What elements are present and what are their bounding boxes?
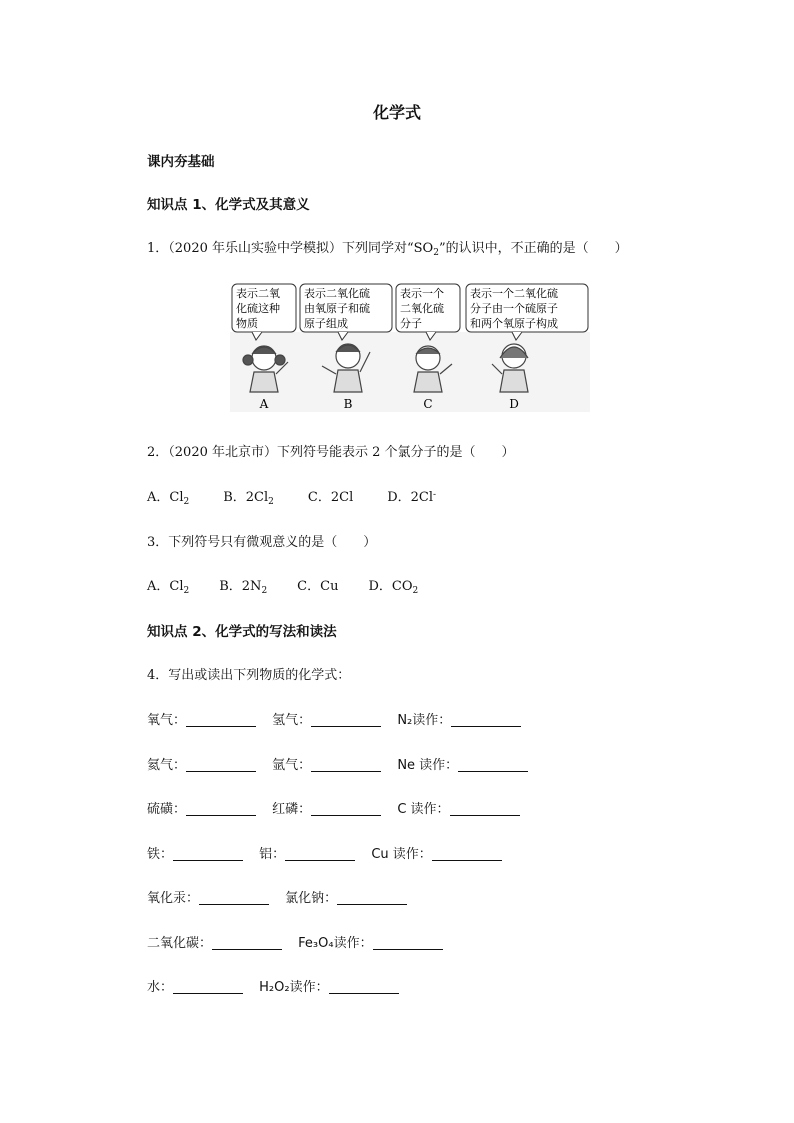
q3-option-b[interactable]: B．$2N_2$: [219, 579, 268, 596]
bubble-b-line-1: 表示二氧化硫: [304, 287, 370, 300]
answer-blank-fe3o4[interactable]: [373, 936, 443, 950]
q4-row-1: [147, 709, 521, 728]
q1-illustration: [230, 282, 590, 414]
q4-label-sulfur: 硫磺：: [147, 802, 187, 817]
question-4: 4．写出或读出下列物质的化学式：: [147, 668, 351, 683]
q2-option-d[interactable]: D．2Cl-: [387, 490, 437, 505]
q3-option-a[interactable]: A．$Cl_2$: [147, 579, 190, 596]
question-1-prefix: 1．（2020 年乐山实验中学模拟）下列同学对“SO: [147, 241, 434, 256]
students-speech-illustration: [230, 282, 590, 414]
q4-label-h2o2: H₂O₂读作：: [259, 980, 329, 995]
q4-label-hydrogen: 氢气：: [272, 713, 312, 728]
speech-bubble-c: [396, 284, 460, 340]
bubble-b-line-3: 原子组成: [304, 317, 348, 330]
speech-bubble-d: [466, 284, 588, 340]
q2-option-a[interactable]: A．$Cl_2$: [147, 490, 190, 507]
label-b: B: [343, 397, 353, 411]
answer-blank-n2[interactable]: [451, 713, 521, 727]
bubble-c-line-1: 表示一个: [400, 287, 444, 300]
q4-row-5: [147, 887, 407, 906]
q4-label-cu: Cu 读作：: [371, 847, 432, 862]
answer-blank-water[interactable]: [173, 980, 243, 994]
answer-blank-aluminum[interactable]: [285, 847, 355, 861]
q4-label-red-phosphorus: 红磷：: [272, 802, 312, 817]
bubble-d-line-1: 表示一个二氧化硫: [470, 287, 558, 300]
section-heading: 课内夯基础: [147, 154, 215, 170]
q4-row-6: [147, 932, 443, 951]
q3-option-d[interactable]: D．$CO_2$: [368, 579, 419, 596]
q3-option-c[interactable]: C．Cu: [297, 579, 339, 594]
bubble-c-line-3: 分子: [400, 317, 422, 330]
q4-label-water: 水：: [147, 980, 174, 995]
label-a: A: [259, 397, 269, 411]
speech-bubble-a: [232, 284, 296, 340]
q4-label-helium: 氦气：: [147, 758, 187, 773]
bubble-d-line-2: 分子由一个硫原子: [470, 302, 558, 315]
answer-blank-c[interactable]: [450, 802, 520, 816]
answer-blank-ne[interactable]: [458, 758, 528, 772]
knowledge-point-2-heading: 知识点 2、化学式的写法和读法: [147, 624, 337, 640]
bubble-c-line-2: 二氧化硫: [400, 302, 444, 315]
answer-blank-h2o2[interactable]: [329, 980, 399, 994]
bubble-d-line-3: 和两个氧原子构成: [470, 317, 558, 330]
q2-option-c[interactable]: C．2Cl: [307, 490, 354, 505]
question-1-suffix: ”的认识中，不正确的是（ ）: [438, 241, 628, 256]
answer-blank-oxygen[interactable]: [186, 713, 256, 727]
q4-label-fe3o4: Fe₃O₄读作：: [298, 936, 373, 951]
q4-label-ne: Ne 读作：: [397, 758, 459, 773]
knowledge-point-1-heading: 知识点 1、化学式及其意义: [147, 197, 310, 213]
answer-blank-helium[interactable]: [186, 758, 256, 772]
question-1: [147, 237, 628, 258]
question-3: 3．下列符号只有微观意义的是（ ）: [147, 535, 377, 550]
answer-blank-mercury-oxide[interactable]: [199, 891, 269, 905]
q4-label-iron: 铁：: [147, 847, 174, 862]
answer-blank-iron[interactable]: [173, 847, 243, 861]
question-3-options: [147, 575, 418, 596]
q2-option-b[interactable]: B．$2Cl_2$: [223, 490, 274, 507]
question-1-subscript: 2: [433, 248, 439, 258]
label-d: D: [509, 397, 519, 411]
q4-label-c: C 读作：: [397, 802, 450, 817]
q4-label-aluminum: 铝：: [259, 847, 286, 862]
answer-blank-sodium-chloride[interactable]: [337, 891, 407, 905]
q4-label-oxygen: 氧气：: [147, 713, 187, 728]
answer-blank-sulfur[interactable]: [186, 802, 256, 816]
q4-label-carbon-dioxide: 二氧化碳：: [147, 936, 213, 951]
q4-label-argon: 氩气：: [272, 758, 312, 773]
speech-bubble-b: [300, 284, 392, 340]
question-2-options: [147, 486, 436, 507]
q4-row-2: [147, 754, 528, 773]
bubble-a-line-1: 表示二氧: [236, 287, 280, 300]
question-2: 2．（2020 年北京市）下列符号能表示 2 个氯分子的是（ ）: [147, 445, 515, 460]
q4-label-n2: N₂读作：: [397, 713, 452, 728]
answer-blank-cu[interactable]: [432, 847, 502, 861]
page-title: 化学式: [372, 103, 421, 122]
label-c: C: [423, 397, 433, 411]
q4-row-3: [147, 798, 520, 817]
q4-label-sodium-chloride: 氯化钠：: [285, 891, 338, 906]
answer-blank-red-phosphorus[interactable]: [311, 802, 381, 816]
bubble-b-line-2: 由氧原子和硫: [304, 302, 370, 315]
bubble-a-line-2: 化硫这种: [236, 302, 280, 315]
answer-blank-carbon-dioxide[interactable]: [212, 936, 282, 950]
answer-blank-argon[interactable]: [311, 758, 381, 772]
bubble-a-line-3: 物质: [236, 317, 258, 330]
q4-row-7: [147, 976, 399, 995]
q4-row-4: [147, 843, 502, 862]
illustration-background: [230, 332, 590, 412]
answer-blank-hydrogen[interactable]: [311, 713, 381, 727]
q4-label-mercury-oxide: 氧化汞：: [147, 891, 200, 906]
